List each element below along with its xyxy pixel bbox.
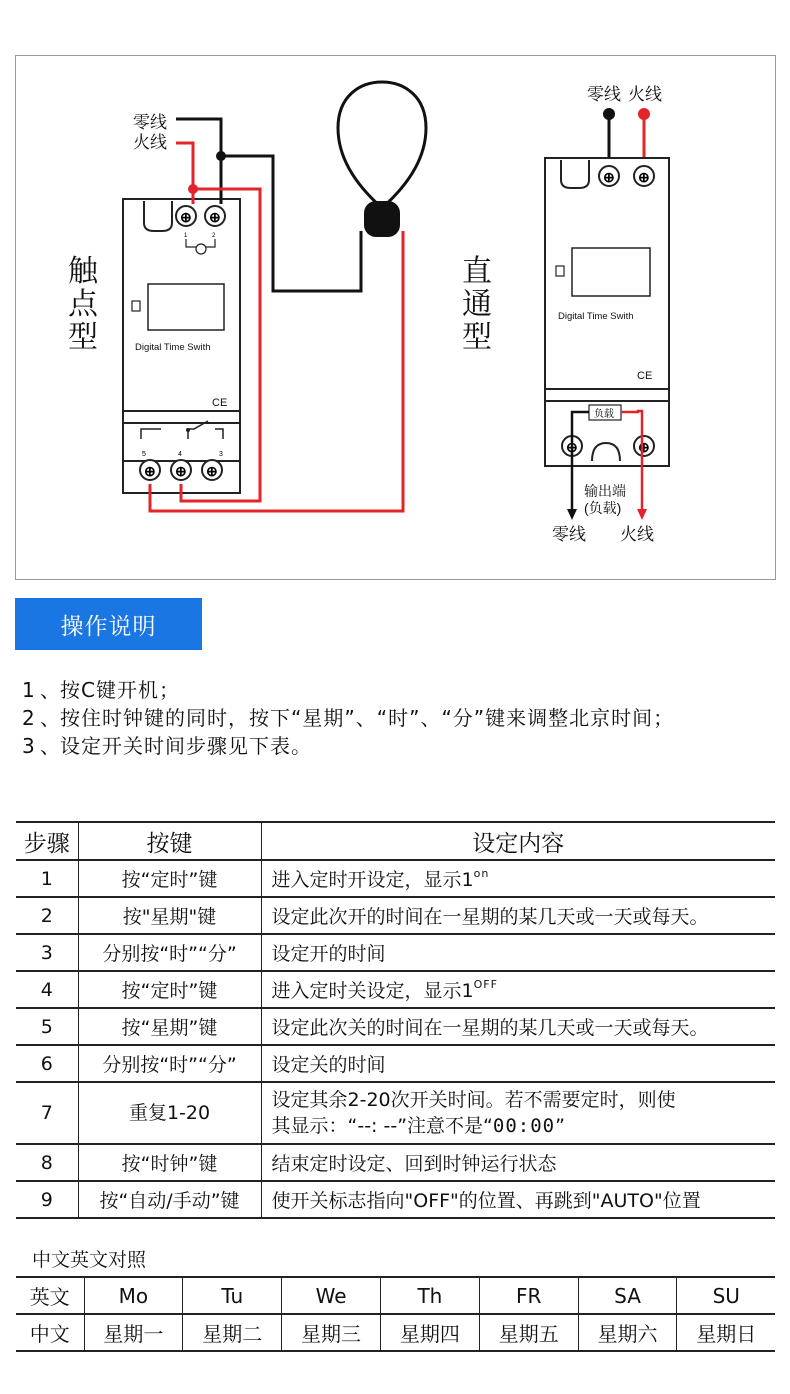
instruction-number: 3 [22, 734, 36, 758]
right-bottom-neutral-label: 零线 [552, 525, 586, 544]
table-row [16, 1008, 775, 1045]
instruction-separator: 、 [40, 706, 61, 730]
instructions-list [22, 676, 762, 760]
step-content-line-1: 设定其余2-20次开关时间。若不需要定时，则使 [271, 1089, 676, 1111]
wiring-diagram-svg [16, 56, 777, 581]
step-number: 2 [16, 897, 78, 934]
right-bottom-live-label: 火线 [620, 525, 654, 544]
left-type-label-1: 触 [68, 255, 98, 288]
legend-cell: 星期一 [84, 1314, 183, 1351]
step-key: 重复1-20 [78, 1082, 261, 1144]
segment-display-text: 00:00 [492, 1115, 556, 1137]
left-type-label-2: 点 [68, 288, 98, 321]
step-key: 按“自动/手动”键 [78, 1181, 261, 1218]
legend-cell: 星期四 [380, 1314, 479, 1351]
legend-cell: Tu [183, 1277, 282, 1314]
step-number: 4 [16, 971, 78, 1008]
right-top-screw-2: ⊕ [638, 169, 650, 185]
instruction-text: 设定开关时间步骤见下表。 [60, 734, 312, 758]
legend-cell: SU [677, 1277, 775, 1314]
step-number: 1 [16, 860, 78, 897]
instruction-item [22, 704, 762, 732]
right-type-label-3: 型 [462, 321, 492, 354]
step-number: 5 [16, 1008, 78, 1045]
right-display [572, 248, 650, 296]
step-number: 3 [16, 934, 78, 971]
left-top-screw-2: ⊕ [209, 209, 221, 225]
table-row [16, 1082, 775, 1144]
right-bottom-screw-2: ⊕ [638, 439, 650, 455]
step-content: 结束定时设定、回到时钟运行状态 [261, 1144, 775, 1181]
legend-english-row [16, 1277, 775, 1314]
step-content: 设定开的时间 [261, 934, 775, 971]
legend-cell: 星期三 [282, 1314, 381, 1351]
table-row [16, 897, 775, 934]
right-bottom-screw-1: ⊕ [566, 439, 578, 455]
left-neutral-wire [176, 119, 221, 204]
right-top-screw-1: ⊕ [603, 169, 615, 185]
left-ce-mark: CE [212, 397, 228, 409]
table-row [16, 934, 775, 971]
step-key: 按“时钟”键 [78, 1144, 261, 1181]
right-neutral-label: 零线 [587, 85, 621, 104]
light-bulb [338, 82, 426, 208]
right-ce-mark: CE [637, 370, 653, 382]
step-key: 按“星期”键 [78, 1008, 261, 1045]
left-display [148, 284, 224, 330]
step-number: 7 [16, 1082, 78, 1144]
instruction-number: 1 [22, 678, 36, 702]
legend-row-label: 中文 [16, 1314, 84, 1351]
step-content: 进入定时关设定，显示$1^{OFF}$ [261, 971, 775, 1008]
display-off-superscript: OFF [473, 978, 498, 991]
legend-cell: 星期五 [479, 1314, 578, 1351]
right-type-label-1: 直 [462, 255, 492, 288]
instruction-number: 2 [22, 706, 36, 730]
left-bottom-screw-4: ⊕ [175, 463, 187, 479]
legend-title: 中文英文对照 [32, 1249, 147, 1271]
steps-header-row [16, 822, 775, 860]
instruction-text: 按C键开机； [60, 678, 180, 702]
display-on-superscript: on [473, 867, 490, 880]
legend-cell: Th [380, 1277, 479, 1314]
step-number: 9 [16, 1181, 78, 1218]
right-output-label-load: (负载) [584, 500, 622, 516]
left-pin-5: 5 [142, 451, 146, 458]
weekday-legend-table [16, 1276, 775, 1352]
legend-chinese-row [16, 1314, 775, 1351]
step-content: 设定关的时间 [261, 1045, 775, 1082]
step-key: 按“定时”键 [78, 860, 261, 897]
legend-cell: Mo [84, 1277, 183, 1314]
table-row [16, 1144, 775, 1181]
step-content: 设定此次开的时间在一星期的某几天或一天或每天。 [261, 897, 775, 934]
legend-cell: 星期二 [183, 1314, 282, 1351]
left-neutral-label: 零线 [133, 113, 167, 132]
bulb-base [364, 201, 400, 237]
legend-cell: 星期六 [578, 1314, 677, 1351]
wiring-diagram [15, 55, 776, 580]
right-device-label: Digital Time Swith [558, 311, 634, 322]
legend-row-label: 英文 [16, 1277, 84, 1314]
left-top-screw-1: ⊕ [180, 209, 192, 225]
step-key: 按“定时”键 [78, 971, 261, 1008]
header-step: 步骤 [16, 822, 78, 860]
section-title: 操作说明 [15, 598, 202, 650]
legend-cell: FR [479, 1277, 578, 1314]
left-pin-3: 3 [219, 451, 223, 458]
right-live-label: 火线 [628, 85, 662, 104]
step-key: 按"星期"键 [78, 897, 261, 934]
instruction-text: 按住时钟键的同时，按下“星期”、“时”、“分”键来调整北京时间； [60, 706, 675, 730]
instruction-item [22, 732, 762, 760]
step-key: 分别按“时”“分” [78, 934, 261, 971]
legend-cell: 星期日 [677, 1314, 775, 1351]
step-number: 8 [16, 1144, 78, 1181]
left-live-label: 火线 [133, 133, 167, 152]
instruction-separator: 、 [40, 678, 61, 702]
left-pin-4: 4 [178, 451, 182, 458]
table-row [16, 971, 775, 1008]
header-key: 按键 [78, 822, 261, 860]
legend-cell: We [282, 1277, 381, 1314]
right-output-label: 输出端 [584, 483, 626, 499]
table-row [16, 860, 775, 897]
left-bottom-screw-5: ⊕ [144, 463, 156, 479]
step-content [261, 1082, 775, 1144]
left-bottom-screw-3: ⊕ [206, 463, 218, 479]
left-live-wire [176, 143, 193, 204]
instruction-separator: 、 [40, 734, 61, 758]
table-row [16, 1181, 775, 1218]
left-device-label: Digital Time Swith [135, 342, 211, 353]
step-number: 6 [16, 1045, 78, 1082]
instruction-item [22, 676, 762, 704]
step-content: 进入定时开设定，显示$1^{on}$ [261, 860, 775, 897]
left-pin-2: 2 [212, 233, 216, 239]
right-load-box-label: 负载 [594, 409, 614, 420]
table-row [16, 1045, 775, 1082]
step-content: 使开关标志指向"OFF"的位置、再跳到"AUTO"位置 [261, 1181, 775, 1218]
legend-cell: SA [578, 1277, 677, 1314]
right-type-label-2: 通 [462, 288, 492, 321]
header-content: 设定内容 [261, 822, 775, 860]
left-type-label-3: 型 [68, 321, 98, 354]
steps-table [16, 821, 775, 1219]
left-pin-1: 1 [184, 233, 188, 239]
step-content-line-2: 其显示：“--: --”注意不是“00:00” [271, 1115, 565, 1137]
step-content: 设定此次关的时间在一星期的某几天或一天或每天。 [261, 1008, 775, 1045]
step-key: 分别按“时”“分” [78, 1045, 261, 1082]
